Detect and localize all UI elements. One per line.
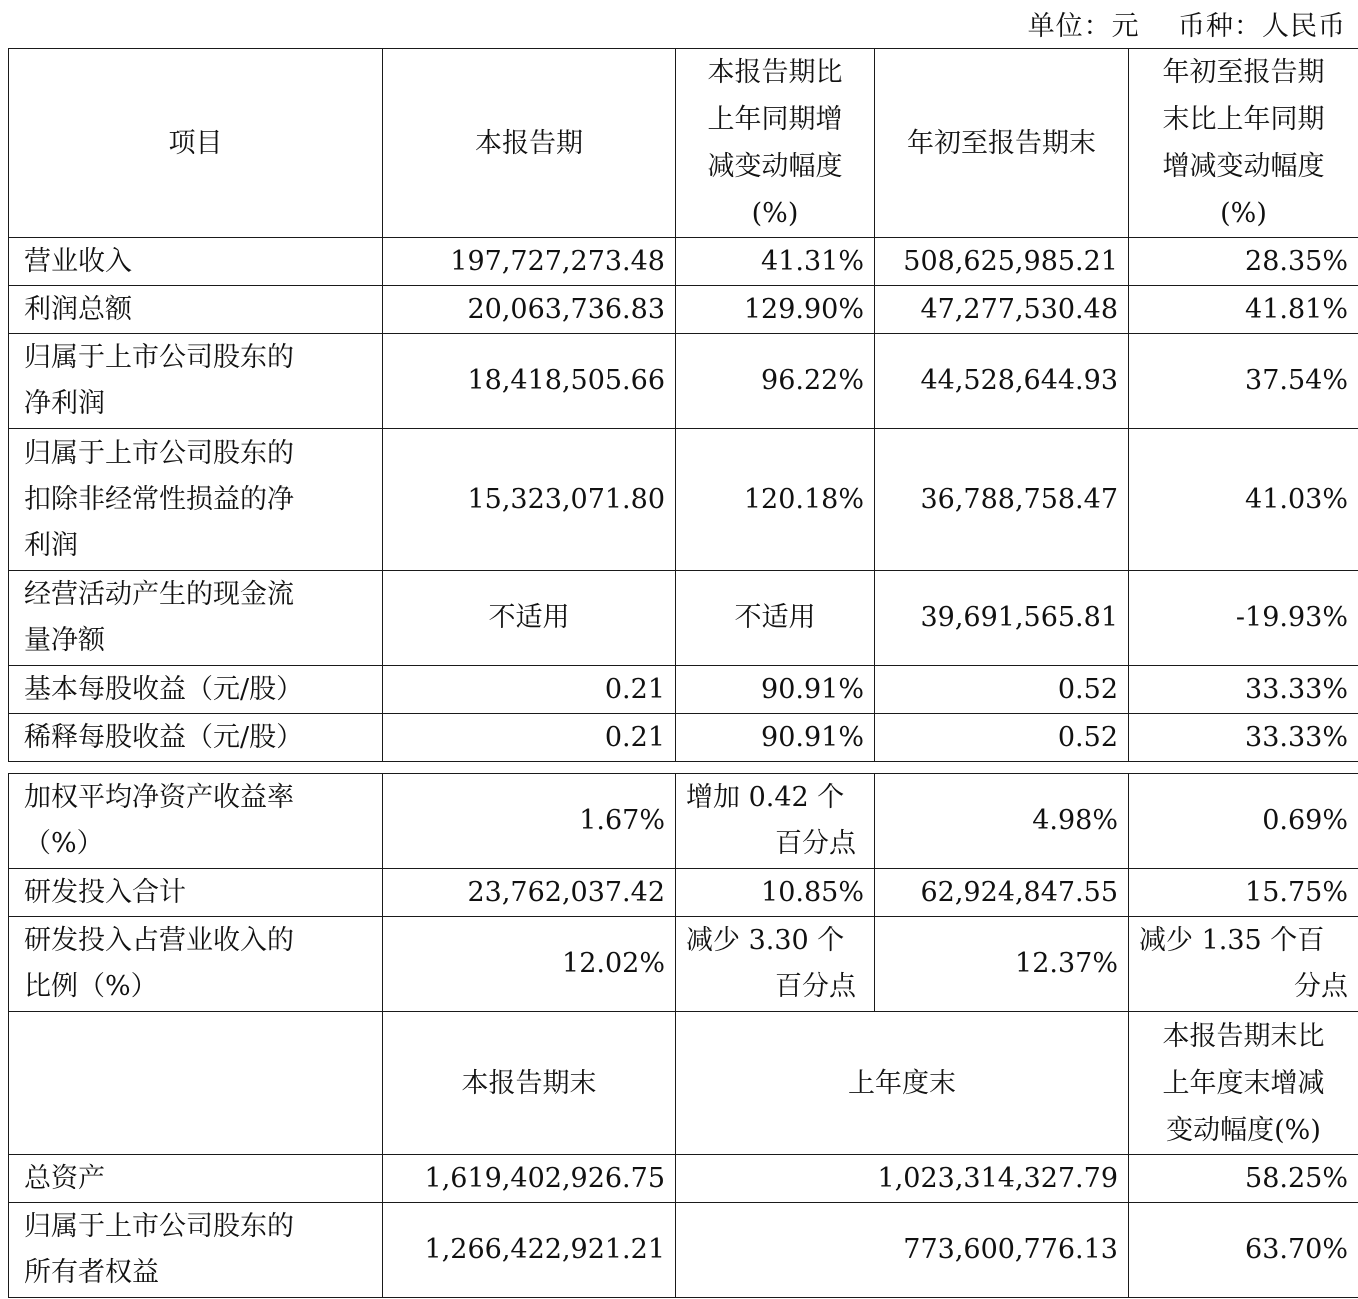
cell-ytd: 39,691,565.81 (875, 571, 1129, 666)
header-line: 年初至报告期 (1162, 57, 1325, 88)
cell-current: 0.21 (383, 714, 676, 762)
cell-ytd-change: 41.81% (1129, 286, 1358, 334)
label-line: 加权平均净资产收益率 (24, 782, 294, 813)
header-item-2 (9, 1012, 383, 1155)
change-line: 减少 3.30 个 (686, 925, 845, 956)
cell-period-end: 1,619,402,926.75 (383, 1155, 676, 1203)
cell-ytd: 0.52 (875, 666, 1129, 714)
cell-ytd: 4.98% (875, 774, 1129, 869)
row-label: 基本每股收益（元/股） (9, 666, 383, 714)
cell-current: 18,418,505.66 (383, 334, 676, 429)
table-row (9, 334, 1358, 429)
label-line: 所有者权益 (24, 1257, 159, 1288)
header-line: 变动幅度(%) (1166, 1114, 1321, 1146)
row-label: 营业收入 (9, 238, 383, 286)
label-line: 利润 (24, 529, 78, 561)
header-line: 上年度末增减 (1162, 1067, 1325, 1099)
change-line: 百分点 (775, 971, 856, 1002)
table-row (9, 917, 1358, 1012)
row-label: 稀释每股收益（元/股） (9, 714, 383, 762)
cell-period-end: 1,266,422,921.21 (383, 1203, 676, 1298)
cell-ytd-change: 0.69% (1129, 774, 1358, 869)
cell-ytd-change (1129, 917, 1358, 1012)
cell-current-change (676, 774, 875, 869)
table-row (9, 571, 1358, 666)
table-header-row (9, 49, 1358, 238)
cell-current: 1.67% (383, 774, 676, 869)
cell-current: 15,323,071.80 (383, 429, 676, 571)
cell-ytd: 12.37% (875, 917, 1129, 1012)
row-label (9, 429, 383, 571)
table-row (9, 1203, 1358, 1298)
cell-current-change: 90.91% (676, 714, 875, 762)
label-line: 量净额 (24, 625, 105, 656)
header-line: (%) (1220, 198, 1267, 229)
label-line: 扣除非经常性损益的净 (24, 483, 294, 515)
header-line: (%) (751, 198, 799, 229)
cell-ytd: 0.52 (875, 714, 1129, 762)
unit-currency-note: 单位：元 币种：人民币 (1027, 11, 1346, 42)
header-prior-year-end: 上年度末 (676, 1012, 1129, 1155)
cell-current-change: 96.22% (676, 334, 875, 429)
cell-ytd-change: 15.75% (1129, 869, 1358, 917)
table-row (9, 714, 1358, 762)
cell-change: 58.25% (1129, 1155, 1358, 1203)
row-label (9, 334, 383, 429)
cell-current: 12.02% (383, 917, 676, 1012)
label-line: 经营活动产生的现金流 (24, 579, 294, 610)
change-line: 增加 0.42 个 (686, 782, 845, 813)
table-row (9, 429, 1358, 571)
cell-ytd-change: 41.03% (1129, 429, 1358, 571)
financial-table-secondary (8, 773, 1358, 1298)
cell-prior-year-end: 1,023,314,327.79 (676, 1155, 1129, 1203)
cell-current: 0.21 (383, 666, 676, 714)
header-line: 上年同期增 (707, 104, 843, 135)
label-line: 归属于上市公司股东的 (24, 342, 294, 373)
label-line: 研发投入占营业收入的 (24, 925, 294, 956)
header-line: 本报告期末比 (1162, 1020, 1325, 1052)
table-header-row-2 (9, 1012, 1358, 1155)
cell-change: 63.70% (1129, 1203, 1358, 1298)
header-item: 项目 (9, 49, 383, 238)
header-line: 本报告期比 (707, 57, 843, 88)
change-line: 分点 (1294, 971, 1348, 1002)
cell-ytd-change: 37.54% (1129, 334, 1358, 429)
header-ytd: 年初至报告期末 (875, 49, 1129, 238)
header-current-change (676, 49, 875, 238)
cell-ytd: 44,528,644.93 (875, 334, 1129, 429)
table-row (9, 869, 1358, 917)
table-row (9, 1155, 1358, 1203)
label-line: 归属于上市公司股东的 (24, 1211, 294, 1242)
row-label (9, 571, 383, 666)
label-line: 净利润 (24, 388, 105, 419)
row-label (9, 917, 383, 1012)
table-row (9, 238, 1358, 286)
cell-ytd: 508,625,985.21 (875, 238, 1129, 286)
cell-current: 20,063,736.83 (383, 286, 676, 334)
cell-ytd: 36,788,758.47 (875, 429, 1129, 571)
cell-ytd: 62,924,847.55 (875, 869, 1129, 917)
label-line: 比例（%） (24, 971, 158, 1002)
cell-ytd-change: 33.33% (1129, 714, 1358, 762)
row-label (9, 1203, 383, 1298)
table-row (9, 286, 1358, 334)
cell-current-change: 41.31% (676, 238, 875, 286)
cell-current-change (676, 917, 875, 1012)
cell-ytd: 47,277,530.48 (875, 286, 1129, 334)
row-label: 研发投入合计 (9, 869, 383, 917)
label-line: （%） (24, 828, 104, 859)
change-line: 百分点 (775, 828, 856, 859)
cell-current: 23,762,037.42 (383, 869, 676, 917)
table-row (9, 774, 1358, 869)
row-label: 总资产 (9, 1155, 383, 1203)
header-current-period: 本报告期 (383, 49, 676, 238)
row-label: 利润总额 (9, 286, 383, 334)
cell-current-change: 10.85% (676, 869, 875, 917)
change-line: 减少 1.35 个百 (1139, 925, 1325, 956)
header-line: 减变动幅度 (707, 151, 843, 182)
header-line: 末比上年同期 (1162, 104, 1325, 135)
cell-current-change: 120.18% (676, 429, 875, 571)
table-row (9, 666, 1358, 714)
cell-current: 197,727,273.48 (383, 238, 676, 286)
header-ytd-change (1129, 49, 1358, 238)
cell-current: 不适用 (383, 571, 676, 666)
header-period-end: 本报告期末 (383, 1012, 676, 1155)
cell-ytd-change: 28.35% (1129, 238, 1358, 286)
header-line: 增减变动幅度 (1162, 151, 1325, 182)
cell-current-change: 不适用 (676, 571, 875, 666)
cell-ytd-change: 33.33% (1129, 666, 1358, 714)
cell-current-change: 129.90% (676, 286, 875, 334)
cell-current-change: 90.91% (676, 666, 875, 714)
cell-ytd-change: -19.93% (1129, 571, 1358, 666)
header-period-end-change (1129, 1012, 1358, 1155)
cell-prior-year-end: 773,600,776.13 (676, 1203, 1129, 1298)
label-line: 归属于上市公司股东的 (24, 437, 294, 469)
financial-table-main (8, 48, 1358, 762)
row-label (9, 774, 383, 869)
